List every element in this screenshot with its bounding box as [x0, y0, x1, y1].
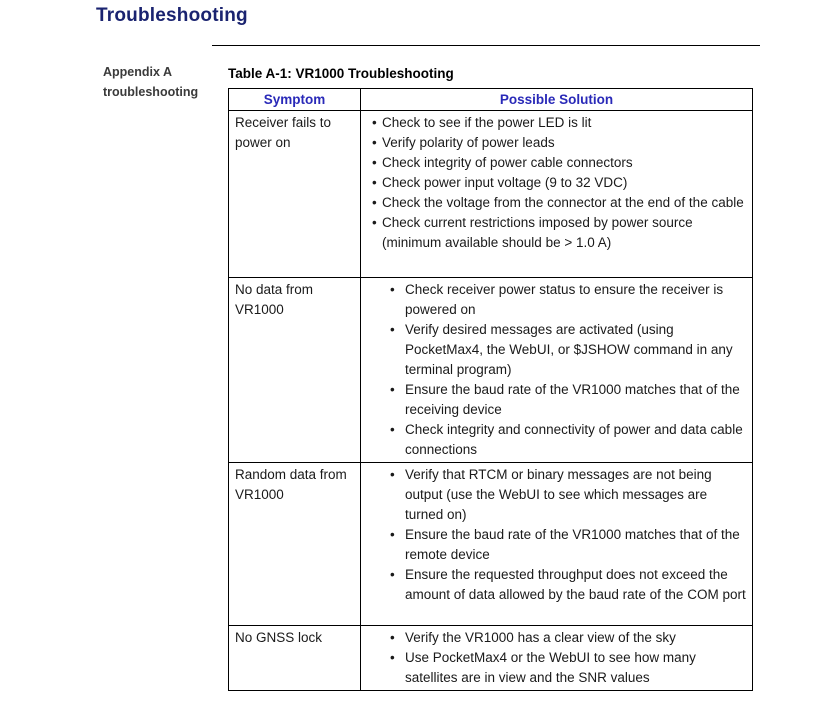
margin-note-line-1: Appendix A [103, 65, 172, 79]
table-header-row [229, 89, 753, 111]
solution-item: • Use PocketMax4 or the WebUI to see how many satellites are in view and the SNR values [361, 648, 748, 688]
solution-list [361, 465, 748, 605]
solution-list [361, 113, 748, 253]
solution-item: • Ensure the requested throughput does not exceed the amount of data allowed by the baud rate of the COM port [361, 565, 748, 605]
table-row [229, 626, 753, 691]
solution-list [361, 628, 748, 688]
solution-cell [361, 626, 753, 691]
table-row [229, 463, 753, 626]
symptom-cell: Random data from VR1000 [229, 463, 361, 626]
solution-item: • Verify polarity of power leads [361, 133, 748, 153]
table-body [229, 111, 753, 691]
symptom-cell: No data from VR1000 [229, 278, 361, 463]
table-row [229, 111, 753, 278]
solution-cell [361, 463, 753, 626]
solution-item: • Verify that RTCM or binary messages are not being output (use the WebUI to see which messages are turned on) [361, 465, 748, 525]
margin-note [103, 62, 218, 102]
solution-item: • Check power input voltage (9 to 32 VDC) [361, 173, 748, 193]
solution-item: • Check current restrictions imposed by power source (minimum available should be > 1.0 A) [361, 213, 748, 253]
solution-item: • Check receiver power status to ensure the receiver is powered on [361, 280, 748, 320]
solution-item: • Check integrity and connectivity of power and data cable connections [361, 420, 748, 460]
solution-cell [361, 278, 753, 463]
solution-item: • Ensure the baud rate of the VR1000 matches that of the remote device [361, 525, 748, 565]
solution-item: • Check integrity of power cable connectors [361, 153, 748, 173]
title-rule [212, 45, 760, 46]
column-header-symptom: Symptom [229, 89, 361, 111]
solution-item: • Check the voltage from the connector at the end of the cable [361, 193, 748, 213]
column-header-possible-solution: Possible Solution [361, 89, 753, 111]
solution-item: • Check to see if the power LED is lit [361, 113, 748, 133]
solution-item: • Verify the VR1000 has a clear view of the sky [361, 628, 748, 648]
solution-list [361, 280, 748, 460]
solution-item: • Ensure the baud rate of the VR1000 matches that of the receiving device [361, 380, 748, 420]
table-row [229, 278, 753, 463]
page-title: Troubleshooting [96, 5, 248, 26]
symptom-cell: Receiver fails to power on [229, 111, 361, 278]
symptom-cell: No GNSS lock [229, 626, 361, 691]
margin-note-line-2: troubleshooting [103, 85, 199, 99]
troubleshooting-table [228, 88, 753, 691]
solution-item: • Verify desired messages are activated (using PocketMax4, the WebUI, or $JSHOW command in any terminal program) [361, 320, 748, 380]
solution-cell [361, 111, 753, 278]
table-caption: Table A-1: VR1000 Troubleshooting [228, 66, 454, 81]
